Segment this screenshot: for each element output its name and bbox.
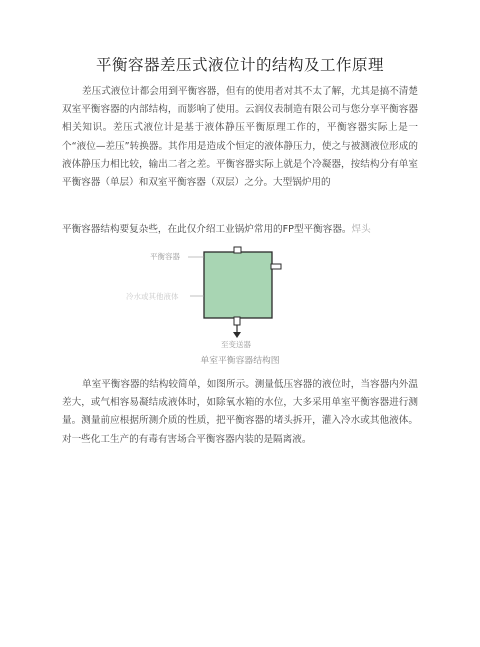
container-body [204, 252, 272, 318]
label-transmitter: 至变送器 [221, 340, 251, 349]
document-title: 平衡容器差压式液位计的结构及工作原理 [95, 56, 384, 74]
paragraph-fp-faint: 焊头 [351, 224, 371, 235]
paragraph-intro: 差压式液位计都会用到平衡容器，但有的使用者对其不太了解，尤其是搞不清楚双室平衡容器的内部结构，而影响了使用。云润仪表制造有限公司与您分享平衡容器相关知识。差压式液位计是基于液体静压平衡原理工作的，平衡容器实际上是一个“液位—差压”转换器。其作用是造成个恒定的液体静压力，使之与被测液位形成的液体静压力相比较，输出二者之差。平衡容器实际上就是个冷凝器，按结构分有单室平衡容器（单层）和双室平衡容器（双层）之分。大型锅炉用的 [62, 86, 418, 189]
top-nozzle [234, 247, 241, 253]
label-container: 平衡容器 [150, 252, 180, 261]
arrow-down-icon [233, 332, 241, 338]
side-nozzle [271, 264, 281, 269]
paragraph-fp-type [62, 221, 418, 239]
paragraph-single-chamber: 单室平衡容器的结构较简单，如图所示。测量低压容器的液位时，当容器内外温差大，或气相容易凝结成液体时，如除氧水箱的水位，大多采用单室平衡容器进行测量。测量前应根据所测介质的性质，把平衡容器的堵头拆开，灌入冷水或其他液体。对一些化工生产的有毒有害场合平衡容器内装的是隔离液。 [62, 379, 418, 445]
bottom-pipe [234, 317, 240, 325]
paragraph-fp-text: 平衡容器结构要复杂些，在此仅介绍工业锅炉常用的FP型平衡容器。 [62, 224, 352, 235]
diagram-svg [120, 244, 320, 369]
label-liquid: 冷水或其他液体 [126, 292, 179, 301]
diagram-caption: 单室平衡容器结构图 [200, 356, 280, 366]
single-chamber-diagram [120, 244, 320, 369]
